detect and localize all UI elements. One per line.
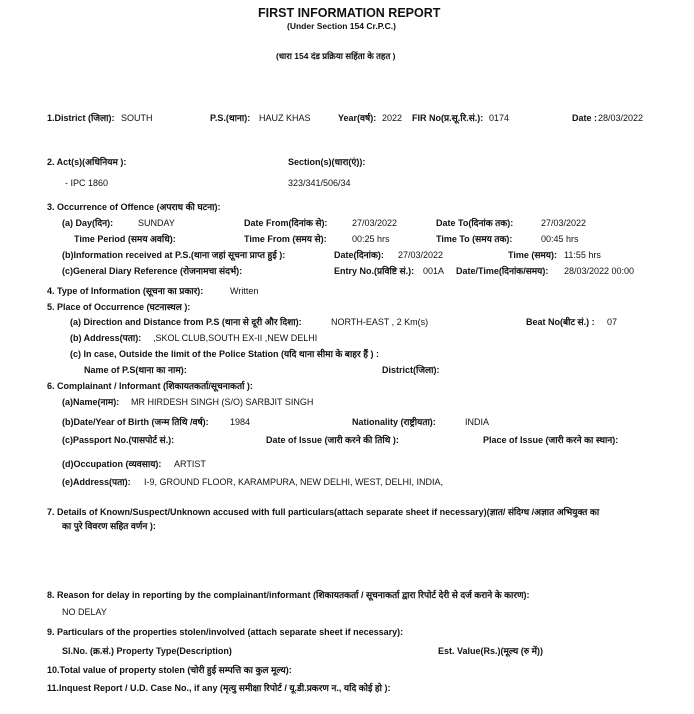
document-title: FIRST INFORMATION REPORT [258,6,441,20]
accused-details-label-continued: का पुरे विवरण सहित वर्णन ): [62,521,156,531]
place-address-value: ,SKOL CLUB,SOUTH EX-II ,NEW DELHI [153,333,318,343]
beat-number-value: 07 [607,317,618,327]
total-stolen-value-label: 10.Total value of property stolen (चोरी हुई सम्पत्ति का कुल मूल्य): [47,665,292,675]
accused-details-label: 7. Details of Known/Suspect/Unknown accused with full particulars(attach separate sheet if necessary)(ज्ञात/ संदिग्ध /अज्ञात अभियुक्त का [47,507,600,517]
time-period-label: Time Period (समय अवधि): [74,234,176,244]
complainant-name-value: MR HIRDESH SINGH (S/O) SARBJIT SINGH [131,397,314,407]
date-from-label: Date From(दिनांक से): [244,218,328,228]
report-date-value: 28/03/2022 [598,113,644,123]
fir-number-label: FIR No(प्र.सू.रि.सं.): [412,113,484,123]
entry-number-label: Entry No.(प्रविष्टि सं.): [334,266,415,276]
date-from-value: 27/03/2022 [352,218,398,228]
place-address-label: (b) Address(पता): [70,333,142,343]
info-date-label: Date(दिनांक): [334,250,384,260]
occurrence-heading: 3. Occurrence of Offence (अपराध की घटना): [47,202,221,212]
inquest-report-label: 11.Inquest Report / U.D. Case No., if any (मृत्यु समीक्षा रिपोर्ट / यू.डी.प्रकरण न., यदि कोई हो ): [47,683,391,693]
info-time-label: Time (समय): [508,250,558,260]
entry-number-value: 001A [423,266,445,276]
police-station-label: P.S.(थाना): [210,113,251,123]
beat-number-label: Beat No(बीट सं.) : [526,317,595,327]
general-diary-label: (c)General Diary Reference (रोजनामचा संदर्भ): [62,266,243,276]
info-received-label: (b)Information received at P.S.(थाना जहां सूचना प्राप्त हुई ): [62,250,286,260]
direction-label: (a) Direction and Distance from P.S (थाना से दूरी और दिशा): [70,317,302,327]
year-label: Year(वर्ष): [338,113,377,123]
police-station-value: HAUZ KHAS [259,113,311,123]
date-to-label: Date To(दिनांक तक): [436,218,514,228]
info-date-value: 27/03/2022 [398,250,444,260]
info-type-value: Written [230,286,259,296]
nationality-value: INDIA [465,417,490,427]
time-from-value: 00:25 hrs [352,234,390,244]
report-date-label: Date : [572,113,598,123]
info-time-value: 11:55 hrs [564,250,601,260]
delay-reason-value: NO DELAY [62,607,107,617]
day-label: (a) Day(दिन): [62,218,114,228]
passport-label: (c)Passport No.(पासपोर्ट सं.): [62,435,175,445]
direction-value: NORTH-EAST , 2 Km(s) [331,317,429,327]
nationality-label: Nationality (राष्ट्रीयता): [352,417,436,427]
outside-district-label: District(जिला): [382,365,440,375]
time-to-label: Time To (समय तक): [436,234,513,244]
document-subtitle-hindi: (धारा 154 दंड प्रक्रिया सहिंता के तहत ) [276,51,396,61]
occupation-label: (d)Occupation (व्यवसाय): [62,459,162,469]
birth-date-value: 1984 [230,417,251,427]
time-from-label: Time From (समय से): [244,234,327,244]
gd-datetime-value: 28/03/2022 00:00 [564,266,635,276]
passport-issue-date-label: Date of Issue (जारी करने की तिथि ): [266,435,399,445]
place-heading: 5. Place of Occurrence (घटनास्थल ): [47,302,191,312]
complainant-address-label: (e)Address(पता): [62,477,131,487]
complainant-name-label: (a)Name(नाम): [62,397,120,407]
document-subtitle: (Under Section 154 Cr.P.C.) [287,21,396,31]
date-to-value: 27/03/2022 [541,218,587,228]
complainant-heading: 6. Complainant / Informant (शिकायतकर्ता/सूचनाकर्ता ): [47,381,253,391]
sections-label: Section(s)(धारा(एं)): [288,157,366,167]
fir-number-value: 0174 [489,113,510,123]
delay-reason-label: 8. Reason for delay in reporting by the complainant/informant (शिकायतकर्ता / सूचनाकर्ता द्वारा रिपोर्ट देरी से दर्ज कराने के कारण): [47,590,530,600]
complainant-address-value: I-9, GROUND FLOOR, KARAMPURA, NEW DELHI, WEST, DELHI, INDIA, [144,477,444,487]
section-value: 323/341/506/34 [288,178,351,188]
time-to-value: 00:45 hrs [541,234,579,244]
year-value: 2022 [382,113,403,123]
acts-label: 2. Act(s)(अधिनियम ): [47,157,127,167]
properties-column-value: Est. Value(Rs.)(मूल्य (रु में)) [438,646,543,656]
outside-limit-label: (c) In case, Outside the limit of the Police Station (यदि थाना सीमा के बाहर हैं ) : [70,349,380,359]
info-type-label: 4. Type of Information (सूचना का प्रकार): [47,286,204,296]
occupation-value: ARTIST [174,459,206,469]
birth-date-label: (b)Date/Year of Birth (जन्म तिथि /वर्ष): [62,417,209,427]
outside-ps-name-label: Name of P.S(थाना का नाम): [84,365,187,375]
passport-issue-place-label: Place of Issue (जारी करने का स्थान): [483,435,619,445]
day-value: SUNDAY [138,218,175,228]
gd-datetime-label: Date/Time(दिनांक/समय): [456,266,549,276]
properties-column-description: Sl.No. (क्र.सं.) Property Type(Description) [62,646,232,656]
district-value: SOUTH [121,113,153,123]
district-label: 1.District (जिला): [47,113,115,123]
act-value: - IPC 1860 [65,178,109,188]
properties-label: 9. Particulars of the properties stolen/involved (attach separate sheet if necessary): [47,627,404,637]
